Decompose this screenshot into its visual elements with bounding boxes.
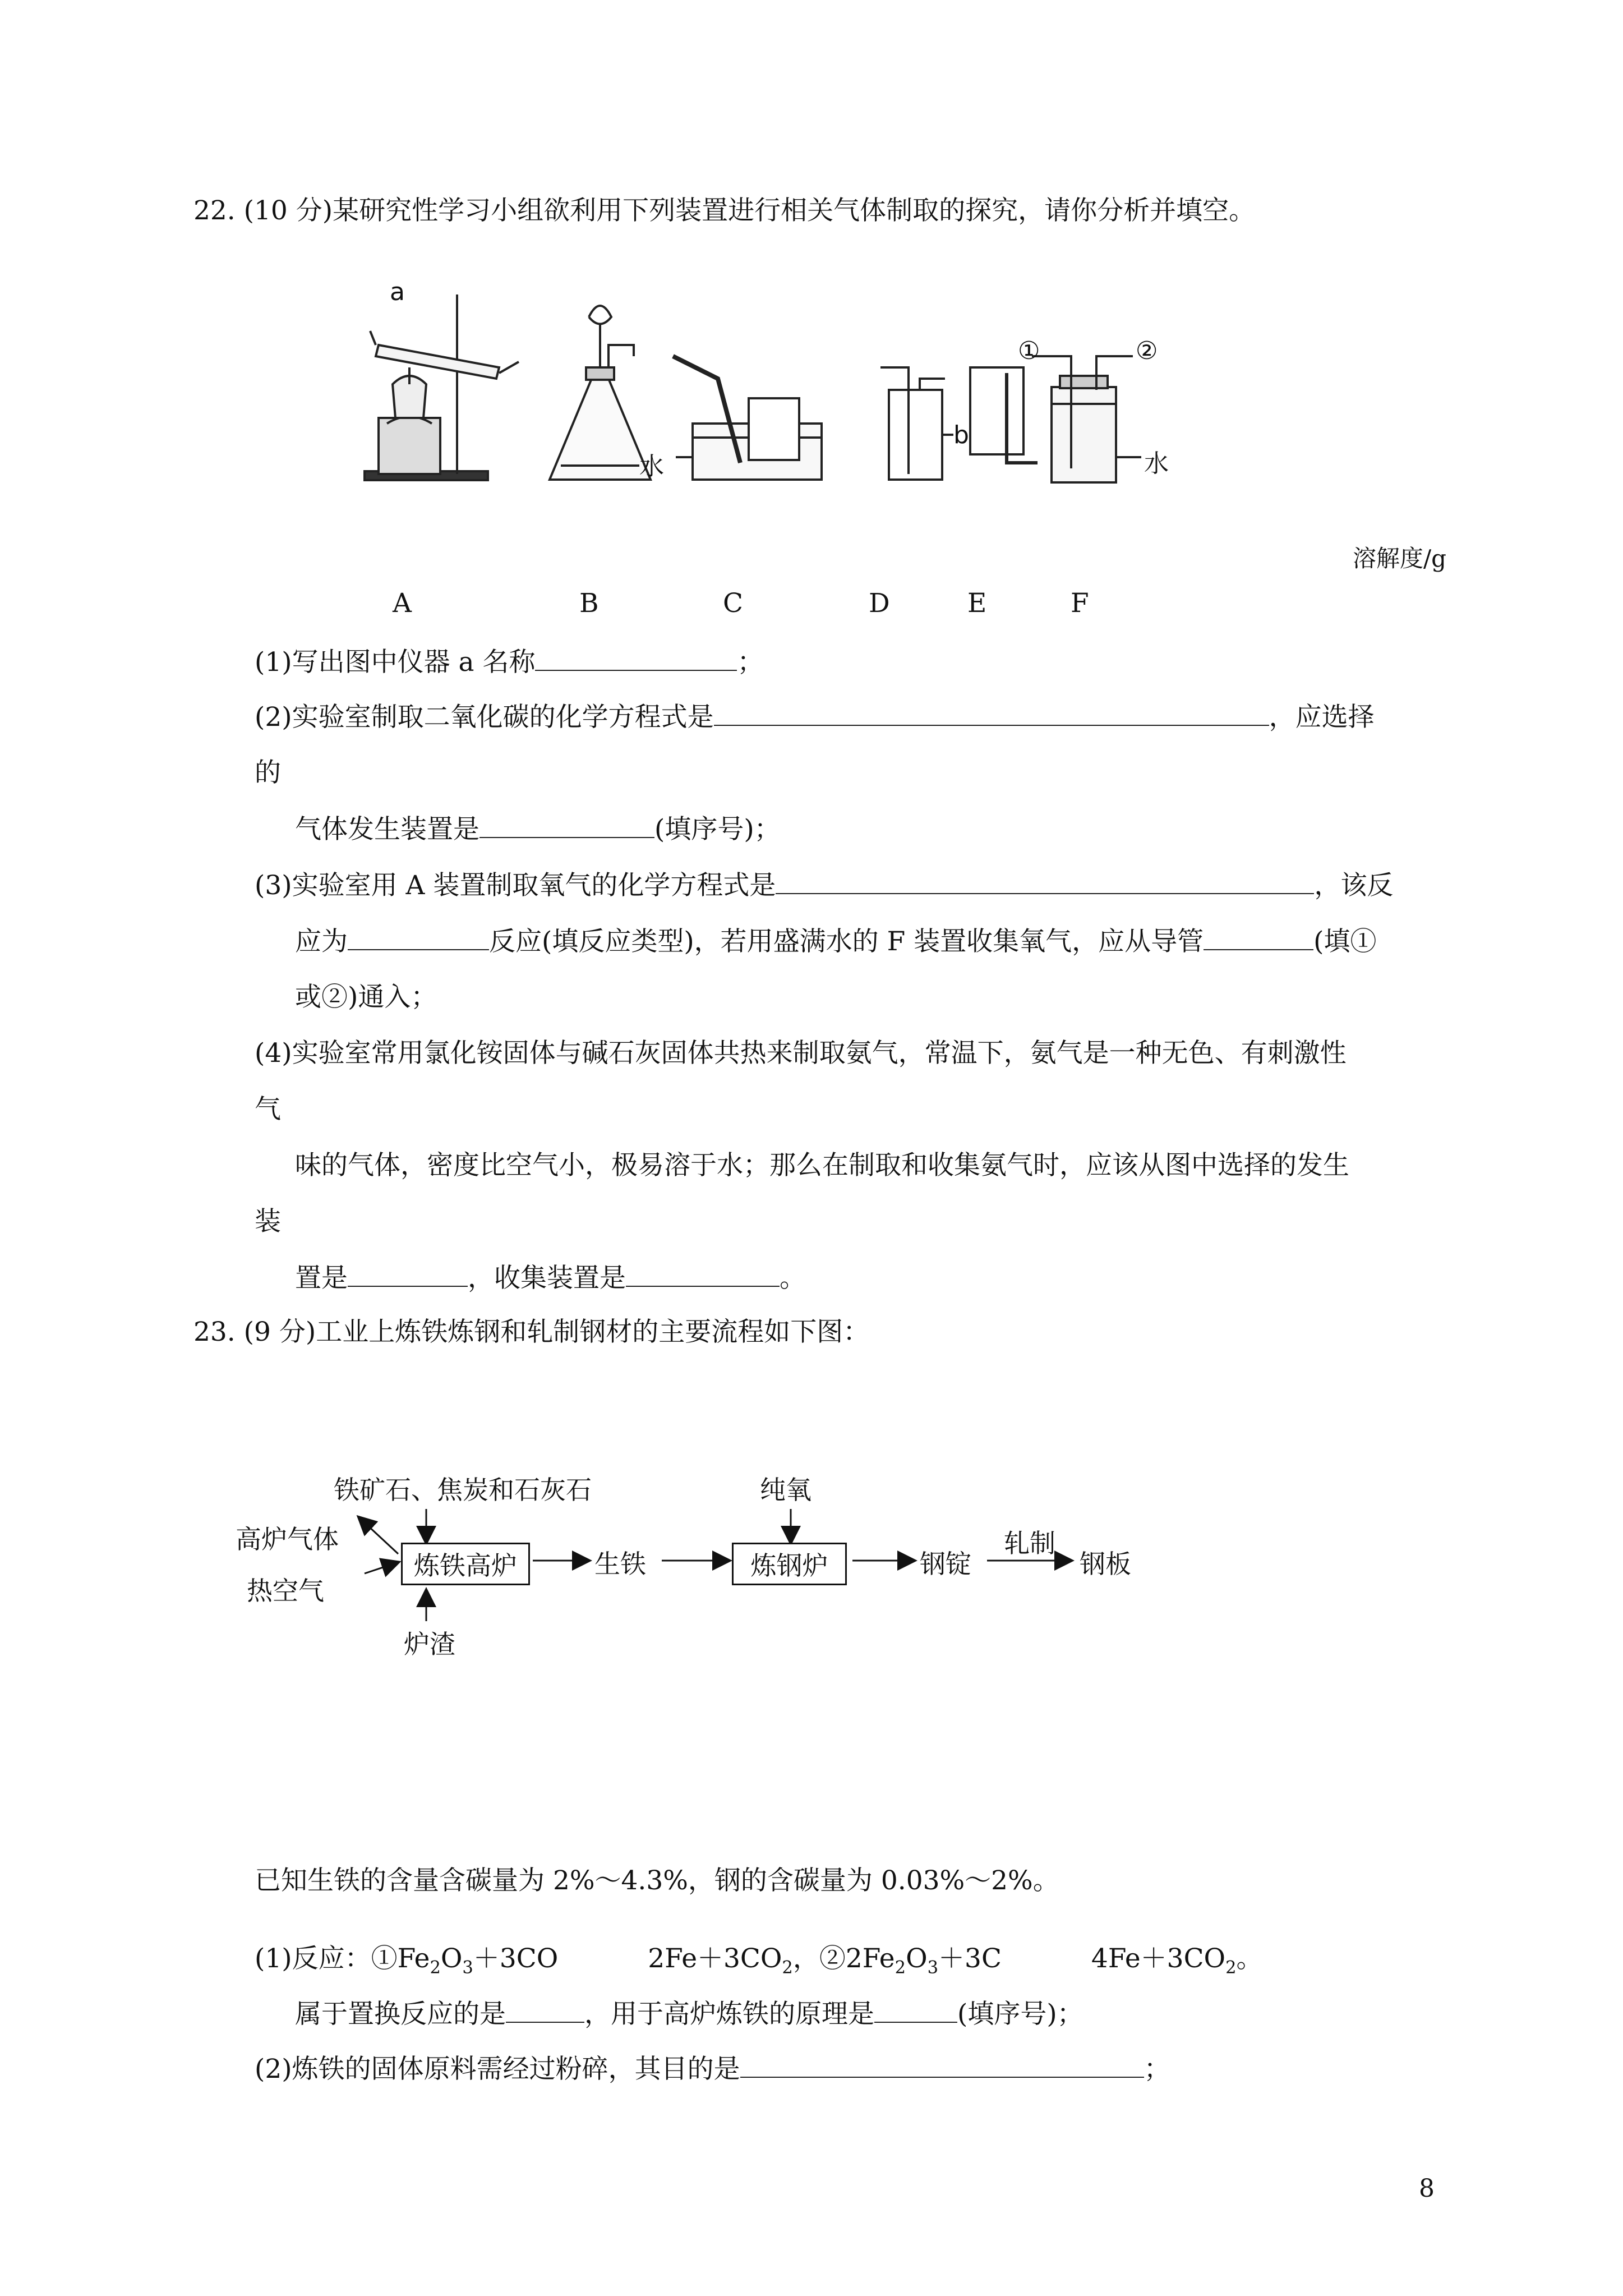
answer-blank[interactable] (348, 924, 489, 950)
answer-blank[interactable] (1204, 924, 1313, 950)
label-circle2: ② (1136, 337, 1158, 365)
steel-flow-diagram (236, 1470, 1155, 1660)
label-b: b (953, 421, 969, 449)
q22-item2-line1: (2)实验室制取二氧化碳的化学方程式是 ，应选择 (255, 700, 1375, 734)
q22-header: 22. (10 分)某研究性学习小组欲利用下列装置进行相关气体制取的探究，请你分析并填空。 (193, 195, 1256, 226)
label-circle1: ① (1018, 337, 1040, 365)
label-a: a (390, 278, 405, 306)
q23-known: 已知生铁的含量含碳量为 2%～4.3%，钢的含碳量为 0.03%～2%。 (255, 1865, 1059, 1896)
label-water-c: 水 (639, 452, 664, 481)
answer-blank[interactable] (714, 700, 1269, 726)
answer-blank[interactable] (874, 1997, 957, 2023)
q22-item4-line3: 味的气体，密度比空气小，极易溶于水；那么在制取和收集氨气时，应该从图中选择的发生 (295, 1150, 1349, 1181)
answer-blank[interactable] (626, 1261, 780, 1287)
apparatus-figure (359, 278, 1189, 496)
label-water-f: 水 (1144, 449, 1169, 478)
apparatus-drawing (359, 283, 1189, 496)
flow-oxygen: 纯氧 (760, 1475, 811, 1505)
flow-hot-air: 热空气 (247, 1576, 324, 1606)
q22-item3-line2: 应为 反应(填反应类型)，若用盛满水的 F 装置收集氧气，应从导管 (填① (295, 924, 1377, 959)
answer-blank[interactable] (506, 1997, 584, 2023)
fig-letter-c: C (723, 588, 743, 619)
q23-item1-line2: 属于置换反应的是 ，用于高炉炼铁的原理是 (填序号)； (295, 1997, 1083, 2031)
q22-item4-line1: (4)实验室常用氯化铵固体与碱石灰固体共热来制取氨气，常温下，氨气是一种无色、有刺激性 (255, 1038, 1347, 1069)
flow-blast-gas: 高炉气体 (236, 1524, 339, 1554)
fig-letter-f: F (1071, 588, 1089, 619)
q22-item4-line5: 置是 ，收集装置是 。 (295, 1261, 806, 1295)
flow-steel-furnace: 炼钢炉 (732, 1543, 847, 1585)
q22-item2-line3: 气体发生装置是 (填序号)； (295, 812, 781, 846)
q23-header: 23. (9 分)工业上炼铁炼钢和轧制钢材的主要流程如下图： (193, 1317, 870, 1347)
answer-blank[interactable] (348, 1261, 468, 1287)
answer-blank[interactable] (479, 812, 654, 838)
q22-item3-line3: 或②)通入； (295, 982, 437, 1013)
answer-blank[interactable] (776, 868, 1314, 894)
q22-item4-line4: 装 (255, 1206, 281, 1237)
page-number: 8 (1419, 2174, 1435, 2203)
answer-blank[interactable] (535, 645, 737, 671)
q22-item4-line2: 气 (255, 1094, 281, 1125)
flow-raw-materials: 铁矿石、焦炭和石灰石 (334, 1475, 592, 1505)
flow-slag: 炉渣 (404, 1629, 455, 1659)
fig-letter-d: D (869, 588, 890, 619)
q22-item3-line1: (3)实验室用 A 装置制取氧气的化学方程式是 ，该反 (255, 868, 1393, 903)
flow-pig-iron: 生铁 (594, 1549, 646, 1579)
flow-blast-furnace: 炼铁高炉 (401, 1543, 530, 1585)
fig-letter-b: B (579, 588, 599, 619)
solubility-label: 溶解度/g (1353, 545, 1447, 572)
flow-rolling: 轧制 (1004, 1528, 1055, 1558)
answer-blank[interactable] (740, 2052, 1144, 2078)
flow-ingot: 钢锭 (920, 1549, 971, 1579)
q23-item1-line1: (1)反应：$①Fe_2O_3+3CO$ $2Fe+3CO_2$，$②2Fe_2O_3+3C$ $4Fe+3CO_2$。 (255, 1943, 1263, 1978)
q22-item2-line2: 的 (255, 757, 281, 788)
fig-letter-e: E (967, 588, 987, 619)
q22-item1: (1)写出图中仪器 a 名称 ； (255, 645, 763, 679)
q23-item2: (2)炼铁的固体原料需经过粉碎，其目的是 ； (255, 2052, 1170, 2086)
fig-letter-a: A (393, 588, 412, 619)
flow-steel-plate: 钢板 (1080, 1549, 1131, 1579)
